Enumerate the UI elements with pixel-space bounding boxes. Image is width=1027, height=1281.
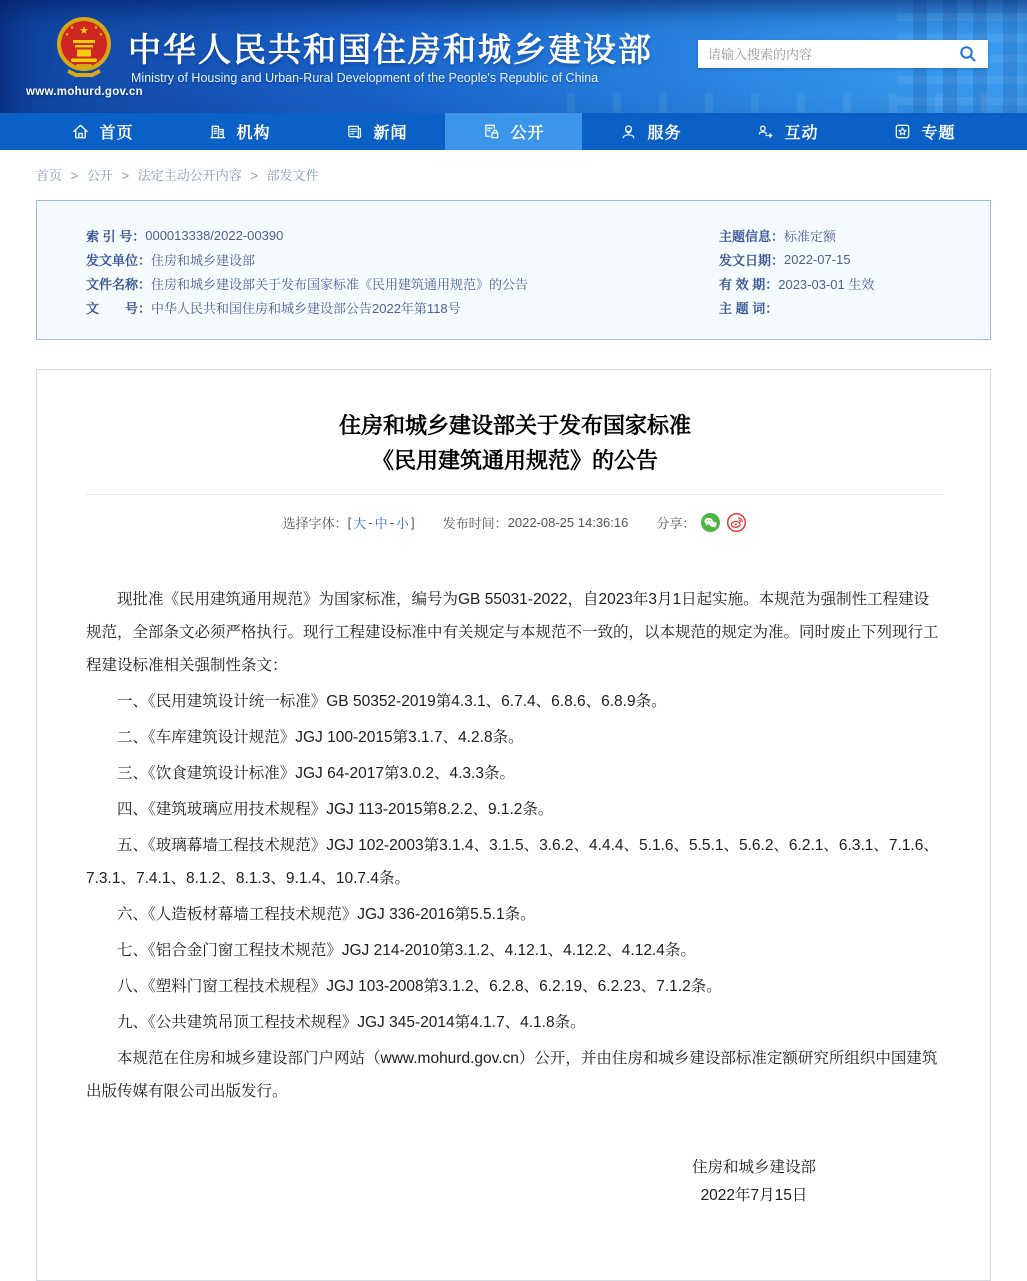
svg-text:★: ★ (79, 25, 89, 37)
metadata-value: 2023-03-01 生效 (778, 276, 875, 292)
nav-item-label: 互动 (784, 125, 819, 142)
search-icon (959, 45, 977, 63)
organization-icon (208, 122, 227, 141)
font-size-medium-link[interactable]: 中 (374, 516, 388, 531)
metadata-row-keywords (719, 295, 990, 319)
metadata-label: 有 效 期： (719, 276, 779, 292)
metadata-label: 文 号： (86, 300, 152, 316)
nav-item-service[interactable] (582, 113, 719, 150)
article-paragraph-item-8: 八、《塑料门窗工程技术规程》JGJ 103-2008第3.1.2、6.2.8、6.2.19、6.2.23、7.1.2条。 (117, 978, 722, 995)
article-paragraph-item-9: 九、《公共建筑吊顶工程技术规程》JGJ 345-2014第4.1.7、4.1.8条。 (117, 1014, 586, 1031)
article-divider (86, 494, 944, 495)
metadata-value: 中华人民共和国住房和城乡建设部公告2022年第118号 (151, 300, 461, 316)
article-title-line2: 《民用建筑通用规范》的公告 (371, 448, 658, 473)
article-title-line1: 住房和城乡建设部关于发布国家标准 (338, 413, 691, 438)
metadata-row-document-name (86, 271, 719, 295)
article-container (36, 369, 991, 1281)
publish-time-group (443, 513, 629, 532)
article-paragraph-item-4: 四、《建筑玻璃应用技术规程》JGJ 113-2015第8.2.2、9.1.2条。 (117, 801, 554, 818)
metadata-label: 主题信息： (719, 228, 785, 244)
search-box (698, 40, 988, 68)
font-size-separator: - (389, 515, 394, 530)
breadcrumb-link-home[interactable]: 首页 (36, 168, 63, 183)
service-icon (619, 122, 638, 141)
header-arches-decoration (567, 93, 987, 113)
article-paragraph-item-1: 一、《民用建筑设计统一标准》GB 50352-2019第4.3.1、6.7.4、6.8.6、6.8.9条。 (117, 693, 667, 710)
nav-item-label: 首页 (99, 125, 134, 142)
breadcrumb-separator: > (70, 168, 79, 183)
share-label: 分享： (656, 516, 696, 531)
publish-time-label: 发布时间： (442, 516, 508, 531)
nav-item-topics[interactable] (856, 113, 993, 150)
signature-organization: 住房和城乡建设部 (691, 1159, 816, 1176)
article-paragraph-publication: 本规范在住房和城乡建设部门户网站（www.mohurd.gov.cn）公开，并由住房和城乡建设部标准定额研究所组织中国建筑出版传媒有限公司出版发行。 (86, 1050, 938, 1100)
font-size-bracket-open: [ (347, 515, 352, 530)
metadata-label: 主 题 词： (719, 300, 779, 316)
article-paragraph-item-7: 七、《铝合金门窗工程技术规范》JGJ 214-2010第3.1.2、4.12.1、4.12.2、4.12.4条。 (117, 942, 696, 959)
svg-text:★: ★ (69, 25, 75, 31)
font-size-small-link[interactable]: 小 (395, 516, 409, 531)
article-signature (692, 1154, 816, 1210)
font-size-bracket-close: ] (411, 515, 415, 530)
topics-icon (893, 122, 912, 141)
nav-item-label: 新闻 (373, 125, 408, 142)
document-metadata-box (36, 200, 991, 340)
site-header (0, 0, 1027, 113)
wechat-share-icon[interactable] (700, 512, 721, 533)
font-size-selector (283, 513, 415, 532)
site-url: www.mohurd.gov.cn (26, 86, 143, 98)
article-body (86, 583, 944, 1108)
search-input[interactable] (698, 40, 948, 68)
home-icon (71, 122, 90, 141)
national-emblem-logo (56, 15, 112, 79)
article-paragraph-intro: 现批准《民用建筑通用规范》为国家标准，编号为GB 55031-2022，自2023年3月1日起实施。本规范为强制性工程建设规范，全部条文必须严格执行。现行工程建设标准中有关规定与本规范不一致的，以本规范的规定为准。同时废止下列现行工程建设标准相关强制性条文： (86, 591, 939, 674)
interaction-icon (756, 122, 775, 141)
breadcrumb-link-statutory-content[interactable]: 法定主动公开内容 (137, 168, 242, 183)
metadata-row-effective-date (719, 271, 990, 295)
svg-text:★: ★ (98, 32, 104, 38)
article-meta-bar (86, 512, 944, 533)
search-button[interactable] (948, 40, 988, 68)
metadata-row-index-number (86, 223, 719, 247)
metadata-label: 文件名称： (86, 276, 152, 292)
nav-item-label: 机构 (236, 125, 271, 142)
ministry-title-en: Ministry of Housing and Urban-Rural Development of the People's Republic of China (131, 71, 599, 85)
metadata-label: 索 引 号： (86, 228, 146, 244)
nav-item-label: 专题 (921, 125, 956, 142)
metadata-row-document-number (86, 295, 719, 319)
font-size-label: 选择字体： (282, 516, 348, 531)
nav-item-label: 公开 (510, 125, 545, 142)
svg-text:★: ★ (64, 32, 70, 38)
article-paragraph-item-5: 五、《玻璃幕墙工程技术规范》JGJ 102-2003第3.1.4、3.1.5、3.6.2、4.4.4、5.1.6、5.5.1、5.6.2、6.2.1、6.3.1、7.1.6、7.3.1、7.4.1、8.1.2、8.1.3、9.1.4、10.7.4条。 (86, 837, 939, 887)
nav-item-home[interactable] (34, 113, 171, 150)
metadata-row-issue-date (719, 247, 990, 271)
weibo-share-icon[interactable] (726, 512, 747, 533)
svg-text:★: ★ (93, 25, 99, 31)
font-size-large-link[interactable]: 大 (353, 516, 367, 531)
font-size-separator: - (368, 515, 373, 530)
breadcrumb-link-disclosure[interactable]: 公开 (86, 168, 113, 183)
article-title (86, 408, 944, 478)
nav-item-news[interactable] (308, 113, 445, 150)
news-icon (345, 122, 364, 141)
metadata-left-column (86, 223, 719, 319)
nav-item-label: 服务 (647, 125, 682, 142)
breadcrumb-link-ministry-documents[interactable]: 部发文件 (266, 168, 319, 183)
breadcrumb-separator: > (250, 168, 258, 183)
article-paragraph-item-6: 六、《人造板材幕墙工程技术规范》JGJ 336-2016第5.5.1条。 (117, 906, 536, 923)
breadcrumb-separator: > (121, 168, 130, 183)
metadata-value: 000013338/2022-00390 (145, 227, 284, 243)
main-navigation (0, 113, 1027, 150)
ministry-title-cn: 中华人民共和国住房和城乡建设部 (128, 31, 653, 68)
nav-item-disclosure[interactable] (445, 113, 582, 150)
signature-date: 2022年7月15日 (700, 1187, 808, 1204)
metadata-right-column (719, 223, 990, 319)
metadata-row-topic-info (719, 223, 990, 247)
nav-item-interaction[interactable] (719, 113, 856, 150)
article-paragraph-item-2: 二、《车库建筑设计规范》JGJ 100-2015第3.1.7、4.2.8条。 (117, 729, 524, 746)
metadata-label: 发文单位： (86, 252, 152, 268)
metadata-value: 2022-07-15 (784, 251, 851, 267)
metadata-row-issuing-unit (86, 247, 719, 271)
metadata-label: 发文日期： (719, 252, 785, 268)
breadcrumb (36, 165, 1027, 184)
metadata-value: 住房和城乡建设部 (151, 252, 256, 268)
disclosure-icon (482, 122, 501, 141)
metadata-value: 住房和城乡建设部关于发布国家标准《民用建筑通用规范》的公告 (151, 276, 529, 292)
nav-item-organization[interactable] (171, 113, 308, 150)
article-paragraph-item-3: 三、《饮食建筑设计标准》JGJ 64-2017第3.0.2、4.3.3条。 (117, 765, 515, 782)
publish-time-value: 2022-08-25 14:36:16 (507, 515, 629, 530)
metadata-value: 标准定额 (784, 228, 837, 244)
share-group (656, 512, 747, 533)
